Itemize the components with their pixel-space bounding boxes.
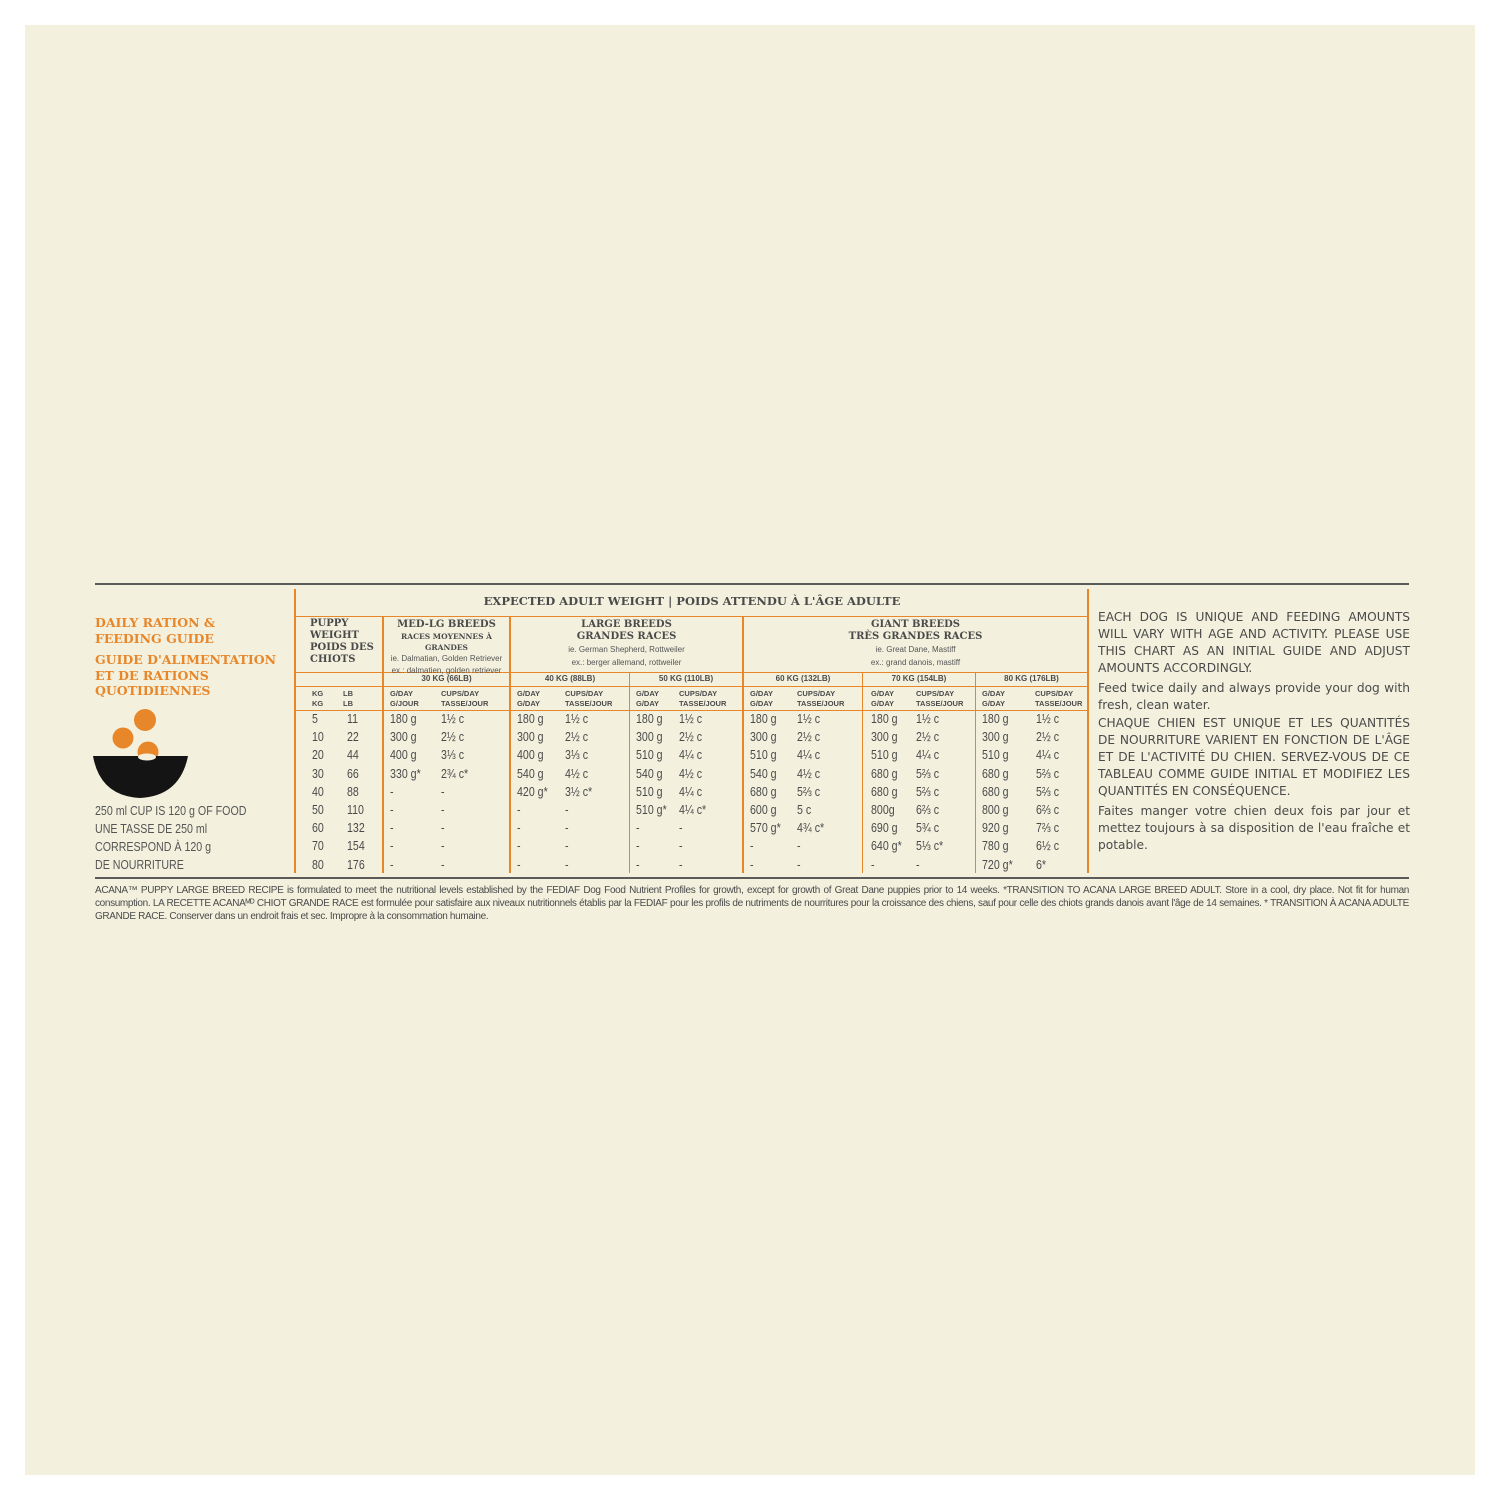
table-cell: - [636, 839, 640, 854]
table-cell: 300 g [871, 730, 898, 745]
footnote: ACANA™ PUPPY LARGE BREED RECIPE is formulated to meet the nutritional levels established by the FEDIAF Dog Food Nutrient Profiles for growth, except for growth of Great Dane puppies prior to 14 weeks. *TRANSITION TO ACANA LARGE BREED ADULT. Store in a cool, dry place. Not fit for human consumption. LA RECETTE ACANAᴹᴰ CHIOT GRANDE RACE est formulée pour satisfaire aux niveaux nutritionnels établis par la FEDIAF pour les profils de nutriments de nourritures pour la croissance des chiens, sauf pour celle des chiots grands danois avant l'âge de 14 semaines. * TRANSITION À ACANA ADULTE GRANDE RACE. Conserver dans un endroit frais et sec. Impropre à la consommation humaine. [95, 885, 1409, 922]
table-cell: - [636, 821, 640, 836]
giant-breeds-heading [744, 619, 1087, 669]
table-cell: 4¼ c [679, 784, 703, 799]
column-divider [629, 673, 630, 873]
table-cell: 680 g [982, 766, 1009, 781]
col-head-text: KG [312, 699, 324, 708]
col-head-text: LB [343, 689, 353, 698]
table-cell: 1½ c [1036, 712, 1060, 726]
table-cell: 80 [312, 857, 324, 872]
table-cell: 1½ c [565, 712, 589, 726]
table-cell: 2½ c [679, 730, 703, 745]
col-head-gday [750, 689, 773, 709]
table-cell: 60 [312, 821, 324, 836]
col-head-text: CUPS/DAY [1035, 689, 1074, 698]
table-cell: 66 [347, 766, 359, 781]
group-subtitle: TRÈS GRANDES RACES [848, 631, 983, 642]
bottom-rule [95, 877, 1409, 879]
col-head-gday [636, 689, 659, 709]
col-head-text: KG [312, 689, 324, 698]
table-cell: - [390, 857, 394, 872]
table-cell: - [441, 821, 445, 836]
table-cell: 20 [312, 748, 324, 763]
cup-note-line: DE NOURRITURE [95, 857, 184, 872]
col-head-cups [916, 689, 963, 709]
col-head-text: TASSE/JOUR [916, 699, 964, 708]
table-cell: 300 g [982, 730, 1009, 745]
table-cell: 44 [347, 748, 359, 763]
info-paragraph-en-caps: EACH DOG IS UNIQUE AND FEEDING AMOUNTS WILL VARY WITH AGE AND ACTIVITY. PLEASE USE THIS CHART AS AN INITIAL GUIDE AND ADJUST AMOUNTS ACCORDINGLY. [1098, 610, 1410, 675]
table-cell: 510 g* [636, 803, 667, 817]
table-cell: 5 c [797, 803, 812, 817]
col-head-text: G/DAY [517, 689, 541, 698]
table-cell: 2½ c [565, 730, 589, 745]
table-cell: - [441, 803, 445, 817]
group-title: LARGE BREEDS [581, 619, 672, 630]
title-line: QUOTIDIENNES [95, 683, 211, 698]
group-example: ie. Dalmatian, Golden Retriever [390, 654, 503, 663]
table-cell: 4¼ c* [679, 803, 707, 817]
col-head-text: G/DAY [390, 689, 414, 698]
group-example: ie. Great Dane, Mastiff [875, 645, 956, 654]
table-cell: 1½ c [441, 712, 465, 726]
table-cell: - [797, 857, 801, 872]
col-head-kg [312, 689, 323, 709]
info-paragraph-en: Feed twice daily and always provide your dog with fresh, clean water. [1098, 681, 1410, 712]
table-cell: - [565, 821, 569, 836]
col-head-gday [871, 689, 894, 709]
table-cell: - [750, 857, 754, 872]
table-cell: - [390, 784, 394, 799]
table-cell: 176 [347, 857, 365, 872]
table-cell: 30 [312, 766, 324, 781]
table-cell: 5⅔ c [916, 784, 940, 799]
table-cell: 7⅔ c [1036, 821, 1060, 836]
col-head-text: CUPS/DAY [797, 689, 836, 698]
table-cell: 110 [347, 803, 364, 817]
table-cell: 10 [312, 730, 324, 745]
table-cell: 720 g* [982, 857, 1013, 872]
table-cell: 154 [347, 839, 365, 854]
puppy-head-line: WEIGHT [310, 630, 359, 641]
weight-header: 40 KG (88LB) [544, 674, 596, 683]
table-cell: 600 g [750, 803, 777, 817]
header-divider [296, 686, 1087, 687]
table-cell: 540 g [750, 766, 777, 781]
col-head-text: G/DAY [871, 699, 895, 708]
col-head-text: TASSE/JOUR [679, 699, 727, 708]
table-cell: 40 [312, 784, 324, 799]
table-cell: 2½ c [1036, 730, 1060, 745]
col-head-cups [797, 689, 844, 709]
table-cell: 2½ c [797, 730, 821, 745]
table-cell: 920 g [982, 821, 1009, 836]
table-cell: 5⅔ c [1036, 766, 1060, 781]
cup-note-line: CORRESPOND À 120 g [95, 839, 212, 854]
col-head-text: LB [343, 699, 353, 708]
table-cell: - [565, 803, 569, 817]
title-line: DAILY RATION & [95, 615, 216, 630]
col-head-text: G/DAY [636, 689, 660, 698]
table-cell: 5 [312, 712, 318, 726]
weight-header: 80 KG (176LB) [1004, 674, 1059, 683]
group-title: MED-LG BREEDS [397, 619, 496, 630]
title-line: GUIDE D'ALIMENTATION [95, 652, 277, 667]
table-cell: - [517, 839, 521, 854]
col-head-text: CUPS/DAY [565, 689, 604, 698]
puppy-head-line: PUPPY [310, 618, 349, 629]
table-cell: 680 g [871, 784, 898, 799]
col-head-text: G/DAY [517, 699, 541, 708]
table-cell: 1½ c [797, 712, 821, 726]
table-cell: 510 g [636, 748, 663, 763]
med-lg-breeds-heading [384, 619, 509, 677]
column-divider [975, 673, 976, 873]
table-cell: 540 g [517, 766, 544, 781]
table-cell: 4½ c [565, 766, 589, 781]
title-line: FEEDING GUIDE [95, 630, 214, 646]
header-divider [296, 710, 1087, 711]
table-cell: - [517, 821, 521, 836]
table-cell: 180 g [390, 712, 417, 726]
table-cell: - [679, 839, 683, 854]
col-head-text: G/DAY [750, 699, 774, 708]
header-divider [296, 616, 1087, 617]
table-cell: 4¼ c [916, 748, 940, 763]
table-cell: 300 g [517, 730, 544, 745]
col-head-text: G/DAY [982, 689, 1006, 698]
table-cell: 780 g [982, 839, 1009, 854]
weight-header: 70 KG (154LB) [891, 674, 947, 683]
table-cell: 180 g [636, 712, 663, 726]
table-cell: 680 g [750, 784, 777, 799]
table-cell: 510 g [750, 748, 777, 763]
table-cell: - [441, 784, 445, 799]
table-cell: 180 g [982, 712, 1009, 726]
table-cell: 330 g* [390, 766, 421, 781]
col-head-text: G/DAY [982, 699, 1006, 708]
table-cell: 5⅓ c* [916, 839, 944, 854]
weight-header: 60 KG (132LB) [775, 674, 831, 683]
table-cell: 4¼ c [1036, 748, 1060, 763]
table-cell: - [517, 803, 521, 817]
table-cell: 4¾ c* [797, 821, 825, 836]
table-cell: 510 g [982, 748, 1009, 763]
table-cell: 680 g [982, 784, 1009, 799]
cup-conversion-note [95, 802, 246, 874]
table-cell: 3½ c* [565, 784, 593, 799]
expected-weight-heading: EXPECTED ADULT WEIGHT | POIDS ATTENDU À L'ÂGE ADULTE [483, 594, 901, 608]
table-cell: 680 g [871, 766, 898, 781]
table-border-left [294, 589, 296, 873]
table-cell: 180 g [750, 712, 777, 726]
col-head-text: CUPS/DAY [441, 689, 480, 698]
table-cell: 3⅓ c [565, 748, 589, 763]
table-cell: - [441, 857, 445, 872]
group-example: ex.: grand danois, mastiff [870, 658, 961, 667]
table-cell: - [441, 839, 445, 854]
col-head-text: TASSE/JOUR [565, 699, 613, 708]
col-head-text: TASSE/JOUR [1035, 699, 1083, 708]
table-cell: 1½ c [679, 712, 703, 726]
table-cell: 22 [347, 730, 359, 745]
table-cell: 5¾ c [916, 821, 940, 836]
table-cell: - [390, 821, 394, 836]
puppy-head-line: POIDS DES [310, 642, 374, 653]
table-cell: 4¼ c [797, 748, 821, 763]
table-cell: - [871, 857, 875, 872]
table-cell: 5⅔ c [916, 766, 940, 781]
table-cell: 6* [1036, 857, 1047, 872]
col-head-gday [390, 689, 419, 709]
col-head-text: G/DAY [636, 699, 660, 708]
col-head-cups [441, 689, 488, 709]
table-cell: 1½ c [916, 712, 940, 726]
table-cell: 800g [871, 803, 895, 817]
col-head-gday [982, 689, 1005, 709]
column-divider [862, 673, 863, 873]
table-cell: 540 g [636, 766, 663, 781]
table-cell: 2½ c [441, 730, 465, 745]
info-paragraph-fr-caps: CHAQUE CHIEN EST UNIQUE ET LES QUANTITÉS DE NOURRITURE VARIENT EN FONCTION DE L'ÂGE ET DE L'ACTIVITÉ DU CHIEN. SERVEZ-VOUS DE CE TABLEAU COMME GUIDE INITIAL ET MODIFIEZ LES QUANTITÉS EN CONSÉQUENCE. [1098, 716, 1410, 798]
table-cell: 400 g [517, 748, 544, 763]
col-head-text: G/JOUR [390, 699, 419, 708]
puppy-head-line: CHIOTS [310, 654, 356, 665]
col-head-gday [517, 689, 540, 709]
title-line: ET DE RATIONS [95, 667, 209, 683]
table-cell: 70 [312, 839, 324, 854]
info-paragraph-fr: Faites manger votre chien deux fois par jour et mettez toujours à sa disposition de l'eau fraîche et potable. [1098, 804, 1410, 852]
col-head-cups [1035, 689, 1082, 709]
table-cell: 4¼ c [679, 748, 703, 763]
table-cell: 180 g [871, 712, 898, 726]
col-head-text: G/DAY [871, 689, 895, 698]
table-cell: 510 g [636, 784, 663, 799]
group-example: ie. German Shepherd, Rottweiler [568, 645, 685, 654]
table-cell: - [565, 857, 569, 872]
feeding-guide-title [95, 615, 290, 699]
table-cell: - [565, 839, 569, 854]
col-head-text: TASSE/JOUR [441, 699, 489, 708]
group-title: GIANT BREEDS [871, 619, 960, 630]
col-head-text: CUPS/DAY [916, 689, 955, 698]
table-cell: 180 g [517, 712, 544, 726]
table-cell: - [679, 857, 683, 872]
table-cell: 4½ c [679, 766, 703, 781]
table-cell: 88 [347, 784, 359, 799]
group-example: ex.: dalmatien, golden retriever [391, 666, 502, 675]
table-cell: 6½ c [1036, 839, 1060, 854]
col-head-cups [565, 689, 612, 709]
table-border-right [1087, 589, 1089, 873]
table-cell: 800 g [982, 803, 1009, 817]
table-cell: 510 g [871, 748, 898, 763]
table-cell: 6⅔ c [1036, 803, 1060, 817]
table-cell: - [679, 821, 683, 836]
puppy-weight-heading [310, 618, 374, 666]
table-cell: 2¾ c* [441, 766, 469, 781]
table-cell: 690 g [871, 821, 898, 836]
table-cell: 11 [347, 712, 359, 726]
table-cell: 420 g* [517, 784, 548, 799]
group-subtitle: RACES MOYENNES À GRANDES [401, 632, 492, 652]
table-cell: - [636, 857, 640, 872]
table-cell: 50 [312, 803, 324, 817]
group-subtitle: GRANDES RACES [576, 631, 677, 642]
table-cell: - [750, 839, 754, 854]
col-head-cups [679, 689, 726, 709]
group-example: ex.: berger allemand, rottweiler [571, 658, 682, 667]
table-cell: 5⅔ c [797, 784, 821, 799]
col-head-text: CUPS/DAY [679, 689, 718, 698]
weight-header: 30 KG (66LB) [421, 674, 472, 683]
table-cell: 5⅔ c [1036, 784, 1060, 799]
table-cell: 132 [347, 821, 365, 836]
table-cell: 640 g* [871, 839, 902, 854]
table-cell: 300 g [750, 730, 777, 745]
table-cell: 300 g [636, 730, 663, 745]
table-cell: - [797, 839, 801, 854]
top-rule [95, 583, 1409, 585]
col-head-text: G/DAY [750, 689, 774, 698]
table-cell: 4½ c [797, 766, 821, 781]
table-cell: - [390, 839, 394, 854]
col-head-lb [343, 689, 353, 709]
weight-header: 50 KG (110LB) [658, 674, 714, 683]
table-cell: 570 g* [750, 821, 781, 836]
food-bowl-icon [92, 706, 192, 801]
cup-note-line: 250 ml CUP IS 120 g OF FOOD [95, 803, 247, 818]
table-cell: 400 g [390, 748, 417, 763]
table-cell: - [390, 803, 394, 817]
table-cell: - [517, 857, 521, 872]
table-cell: 6⅔ c [916, 803, 940, 817]
large-breeds-heading [511, 619, 742, 669]
col-head-text: TASSE/JOUR [797, 699, 845, 708]
cup-note-line: UNE TASSE DE 250 ml [95, 821, 208, 836]
table-cell: - [916, 857, 920, 872]
table-cell: 300 g [390, 730, 417, 745]
table-cell: 3⅓ c [441, 748, 465, 763]
table-cell: 2½ c [916, 730, 940, 745]
